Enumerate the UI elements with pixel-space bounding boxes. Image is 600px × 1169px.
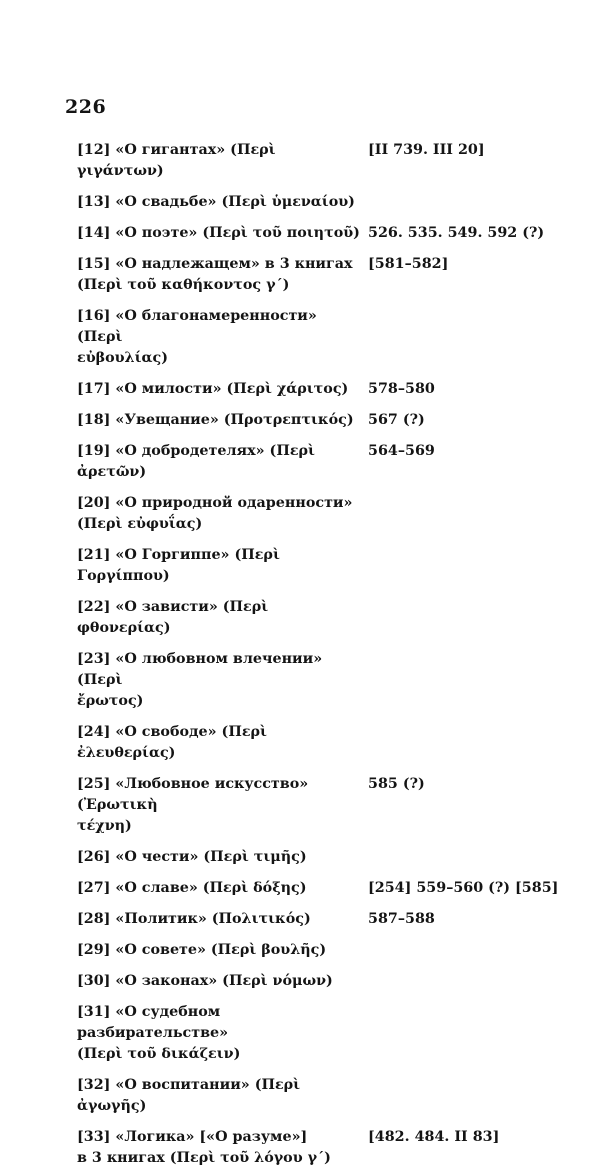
entry-line-continued: ἔρωτος) bbox=[77, 693, 144, 709]
catalogue-entry-22 bbox=[77, 597, 547, 639]
entry-text bbox=[77, 254, 362, 296]
entry-line: [22] «О зависти» (Περὶ φθονερίας) bbox=[77, 599, 269, 636]
catalogue-entry-18 bbox=[77, 410, 547, 431]
entry-line: [33] «Логика» [«О разуме»] bbox=[77, 1129, 308, 1145]
entry-reference: 587–588 bbox=[368, 911, 435, 927]
entry-line: [24] «О свободе» (Περὶ ἐλευθερίας) bbox=[77, 724, 267, 761]
entry-line: [13] «О свадьбе» (Περὶ ὑμεναίου) bbox=[77, 194, 355, 210]
entry-line: [25] «Любовное искусство» (Ἐρωτικὴ bbox=[77, 776, 309, 813]
catalogue-entry-24 bbox=[77, 722, 547, 764]
catalogue-entry-32 bbox=[77, 1075, 547, 1117]
catalogue-entry-19 bbox=[77, 441, 547, 483]
catalogue-entry-21 bbox=[77, 545, 547, 587]
entry-text bbox=[77, 1075, 362, 1117]
entry-line: [27] «О славе» (Περὶ δόξης) bbox=[77, 880, 307, 896]
catalogue-entry-31 bbox=[77, 1002, 547, 1065]
entry-text bbox=[77, 878, 362, 899]
entry-text bbox=[77, 379, 362, 400]
catalogue-entry-14 bbox=[77, 223, 547, 244]
entry-text bbox=[77, 722, 362, 764]
catalogue-entry-29 bbox=[77, 940, 547, 961]
entry-line-continued: в 3 книгах (Περὶ τοῦ λόγου γ´) bbox=[77, 1150, 331, 1166]
entry-line: [30] «О законах» (Περὶ νόμων) bbox=[77, 973, 333, 989]
catalogue-entry-26 bbox=[77, 847, 547, 868]
entry-line-continued: (Περὶ τοῦ δικάζειν) bbox=[77, 1046, 241, 1062]
entry-reference: 578–580 bbox=[368, 381, 435, 397]
entry-line: [31] «О судебном разбирательстве» bbox=[77, 1004, 229, 1041]
catalogue-entry-12 bbox=[77, 140, 547, 182]
entry-text bbox=[77, 940, 362, 961]
entry-line: [19] «О добродетелях» (Περὶ ἀρετῶν) bbox=[77, 443, 315, 480]
entry-reference: 567 (?) bbox=[368, 412, 425, 428]
entry-reference: [II 739. III 20] bbox=[368, 142, 485, 158]
entry-text bbox=[77, 410, 362, 431]
entry-line-continued: τέχνη) bbox=[77, 818, 132, 834]
catalogue-entry-27 bbox=[77, 878, 559, 899]
page-number: 226 bbox=[65, 96, 107, 118]
entry-line-continued: (Περὶ τοῦ καθήκοντος γ´) bbox=[77, 277, 290, 293]
entry-text bbox=[77, 597, 362, 639]
entry-line-continued: εὐβουλίας) bbox=[77, 350, 168, 366]
catalogue-entry-15 bbox=[77, 254, 547, 296]
entry-reference: [482. 484. II 83] bbox=[368, 1129, 500, 1145]
catalogue-entry-16 bbox=[77, 306, 547, 369]
catalogue-entry-33 bbox=[77, 1127, 547, 1169]
entry-line: [23] «О любовном влечении» (Περὶ bbox=[77, 651, 323, 688]
entry-text bbox=[77, 774, 362, 837]
entry-text bbox=[77, 847, 362, 868]
entry-text bbox=[77, 192, 362, 213]
entry-reference: [581–582] bbox=[368, 256, 449, 272]
entry-text bbox=[77, 971, 362, 992]
entry-line: [32] «О воспитании» (Περὶ ἀγωγῆς) bbox=[77, 1077, 301, 1114]
catalogue-entry-23 bbox=[77, 649, 547, 712]
catalogue-entry-28 bbox=[77, 909, 547, 930]
entry-reference: [254] 559–560 (?) [585] bbox=[368, 880, 559, 896]
entry-text bbox=[77, 493, 362, 535]
catalogue-entry-13 bbox=[77, 192, 547, 213]
entry-reference: 564–569 bbox=[368, 443, 435, 459]
entry-line: [20] «О природной одаренности» bbox=[77, 495, 353, 511]
entry-line: [16] «О благонамеренности» (Περὶ bbox=[77, 308, 317, 345]
entry-line: [28] «Политик» (Πολιτικός) bbox=[77, 911, 311, 927]
entry-text bbox=[77, 545, 362, 587]
entry-text bbox=[77, 441, 362, 483]
catalogue-entry-30 bbox=[77, 971, 547, 992]
entry-text bbox=[77, 140, 362, 182]
entry-text bbox=[77, 223, 362, 244]
entry-text bbox=[77, 909, 362, 930]
entry-text bbox=[77, 1127, 362, 1169]
entry-line: [26] «О чести» (Περὶ τιμῆς) bbox=[77, 849, 307, 865]
catalogue-entry-25 bbox=[77, 774, 547, 837]
entry-line: [21] «О Горгиппе» (Περὶ Γοργίππου) bbox=[77, 547, 280, 584]
catalogue-list bbox=[77, 140, 559, 1169]
entry-line: [29] «О совете» (Περὶ βουλῆς) bbox=[77, 942, 327, 958]
entry-line: [12] «О гигантах» (Περὶ γιγάντων) bbox=[77, 142, 276, 179]
entry-line: [17] «О милости» (Περὶ χάριτος) bbox=[77, 381, 349, 397]
entry-reference: 526. 535. 549. 592 (?) bbox=[368, 225, 545, 241]
entry-text bbox=[77, 306, 362, 369]
catalogue-entry-17 bbox=[77, 379, 547, 400]
entry-reference: 585 (?) bbox=[368, 776, 425, 792]
entry-text bbox=[77, 1002, 362, 1065]
entry-text bbox=[77, 649, 362, 712]
catalogue-entry-20 bbox=[77, 493, 547, 535]
entry-line-continued: (Περὶ εὐφυΐας) bbox=[77, 516, 203, 532]
entry-line: [15] «О надлежащем» в 3 книгах bbox=[77, 256, 353, 272]
entry-line: [18] «Увещание» (Προτρεπτικός) bbox=[77, 412, 354, 428]
entry-line: [14] «О поэте» (Περὶ τοῦ ποιητοῦ) bbox=[77, 225, 360, 241]
